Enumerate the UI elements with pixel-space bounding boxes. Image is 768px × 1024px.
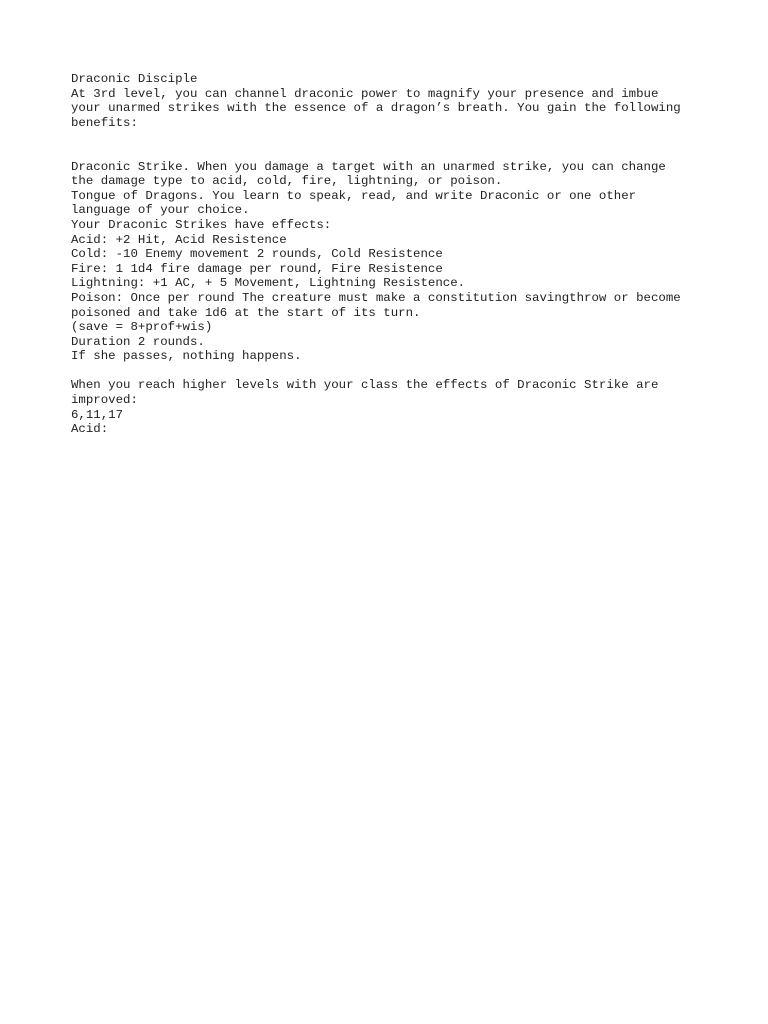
body-line: poisoned and take 1d6 at the start of its turn. [71,305,421,320]
closing-line: When you reach higher levels with your class the effects of Draconic Strike are [71,378,659,393]
effect-fire: Fire: 1 1d4 fire damage per round, Fire Resistence [71,261,443,276]
effect-lightning: Lightning: +1 AC, + 5 Movement, Lightning Resistence. [71,276,466,291]
body-line: (save = 8+prof+wis) [71,320,213,335]
document-page [71,72,711,437]
body-line: the damage type to acid, cold, fire, lightning, or poison. [71,174,503,189]
effect-poison: Poison: Once per round The creature must make a constitution savingthrow or become [71,290,681,305]
document-title: Draconic Disciple [71,72,198,86]
body-line: Tongue of Dragons. You learn to speak, read, and write Draconic or one other [71,188,637,203]
body-line: Duration 2 rounds. [71,334,205,349]
intro-line: benefits: [71,115,138,130]
effect-cold: Cold: -10 Enemy movement 2 rounds, Cold Resistence [71,247,443,262]
closing-line: Acid: [71,422,109,437]
closing-line: improved: [71,393,138,408]
intro-line: your unarmed strikes with the essence of a dragon’s breath. You gain the following [71,101,681,116]
paragraph-spacer [71,364,711,379]
body-line: Draconic Strike. When you damage a target with an unarmed strike, you can change [71,159,666,174]
body-line: If she passes, nothing happens. [71,349,302,364]
closing-line: 6,11,17 [71,407,124,422]
body-line: language of your choice. [71,203,250,218]
intro-line: At 3rd level, you can channel draconic power to magnify your presence and imbue [71,86,659,101]
effect-acid: Acid: +2 Hit, Acid Resistence [71,232,287,247]
body-line: Your Draconic Strikes have effects: [71,217,332,232]
paragraph-spacer [71,130,711,159]
